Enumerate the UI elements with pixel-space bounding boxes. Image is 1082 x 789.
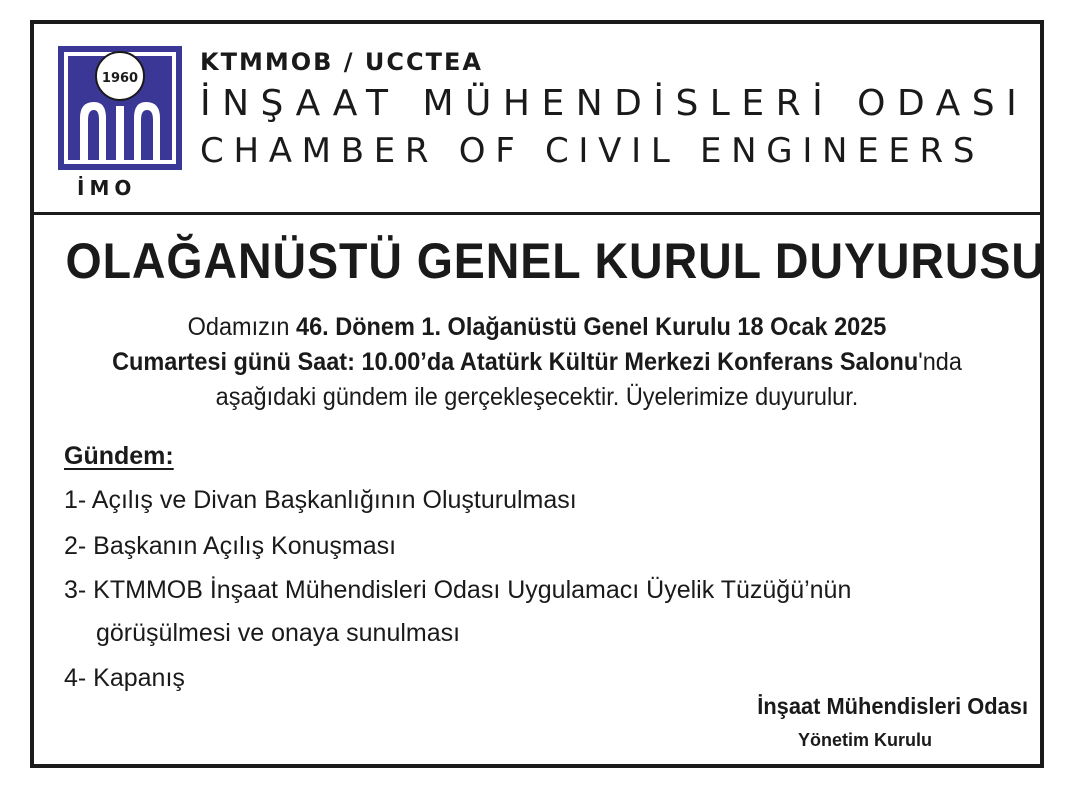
- intro-line-3: aşağıdaki gündem ile gerçekleşecektir. Üyelerimize duyurulur.: [215, 383, 859, 411]
- org-acronym: KTMMOB / UCCTEA: [200, 48, 483, 76]
- agenda-item-continuation: görüşülmesi ve onaya sunulması: [96, 619, 461, 647]
- notice-intro: [30, 310, 1044, 415]
- notice-title: OLAĞANÜSTÜ GENEL KURUL DUYURUSU: [65, 233, 1046, 289]
- agenda-heading: Gündem:: [64, 442, 174, 470]
- agenda-item: 2- Başkanın Açılış Konuşması: [64, 532, 397, 560]
- org-name-en: CHAMBER OF CIVIL ENGINEERS: [200, 131, 985, 171]
- intro-line-1-bold: 46. Dönem 1. Olağanüstü Genel Kurulu 18 Ocak 2025: [296, 313, 887, 341]
- logo-year: 1960: [101, 71, 139, 86]
- intro-line-2: [60, 345, 1013, 380]
- agenda-item: 1- Açılış ve Divan Başkanlığının Oluşturulması: [64, 486, 577, 514]
- intro-line-1-prefix: Odamızın: [187, 313, 297, 341]
- agenda-item: 3- KTMMOB İnşaat Mühendisleri Odası Uygulamacı Üyelik Tüzüğü’nün: [64, 576, 852, 604]
- logo-initials: İMO: [77, 176, 137, 200]
- header-divider: [30, 212, 1044, 215]
- org-name-tr: İNŞAAT MÜHENDİSLERİ ODASI: [200, 83, 1029, 124]
- signature-board: Yönetim Kurulu: [798, 730, 932, 750]
- signature-org: İnşaat Mühendisleri Odası: [757, 693, 1028, 719]
- intro-line-1: [60, 310, 1013, 345]
- intro-line-2-suffix: 'nda: [918, 348, 962, 376]
- intro-line-2-bold: Cumartesi günü Saat: 10.00’da Atatürk Kültür Merkezi Konferans Salonu: [112, 348, 919, 376]
- imo-logo-icon: [58, 46, 182, 170]
- agenda-item: 4- Kapanış: [64, 664, 185, 692]
